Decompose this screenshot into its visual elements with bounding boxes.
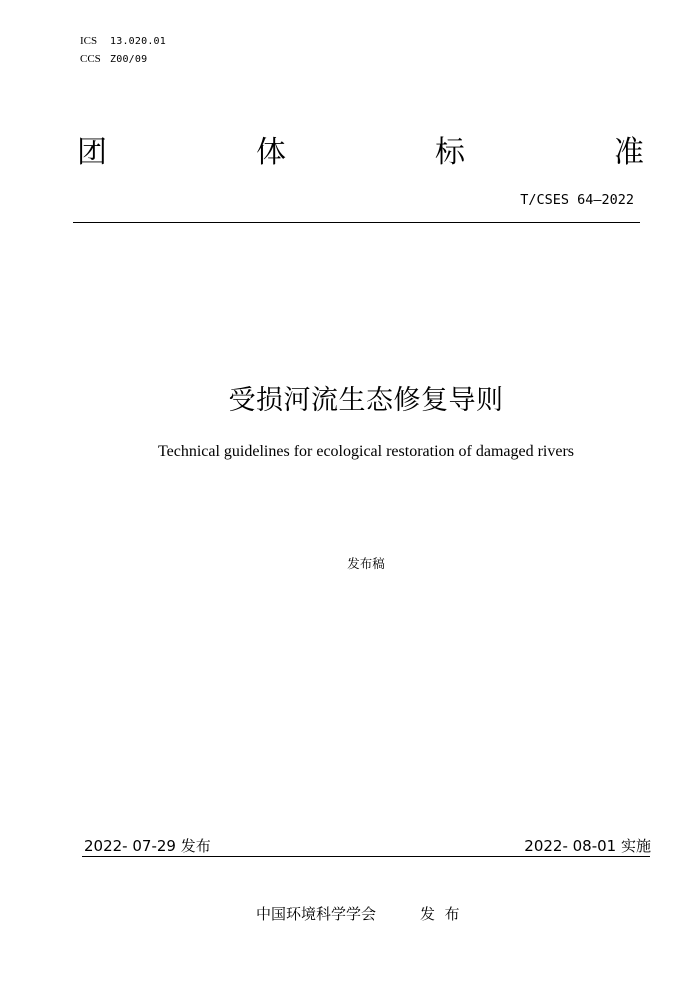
publisher-action: 发 布	[420, 905, 460, 923]
standard-type-char-2: 体	[256, 135, 286, 170]
ccs-label: CCS	[80, 53, 101, 65]
standard-number: T/CSES 64—2022	[520, 192, 634, 208]
title-chinese: 受损河流生态修复导则	[228, 385, 504, 416]
title-english: Technical guidelines for ecological restoration of damaged rivers	[157, 443, 575, 460]
ccs-value: Z00/09	[110, 54, 148, 65]
standard-type-char-4: 准	[614, 135, 644, 170]
ics-label: ICS	[80, 35, 98, 47]
ics-value: 13.020.01	[110, 36, 166, 47]
standard-type-char-1: 团	[77, 135, 107, 170]
release-date: 2022- 07-29 发布	[84, 837, 211, 855]
implementation-date: 2022- 08-01 实施	[524, 837, 651, 855]
footer-divider	[82, 856, 650, 857]
standard-type-char-3: 标	[435, 135, 465, 170]
publisher-organization: 中国环境科学学会	[256, 905, 377, 923]
document-status: 发布稿	[347, 556, 385, 571]
header-divider	[73, 222, 640, 223]
